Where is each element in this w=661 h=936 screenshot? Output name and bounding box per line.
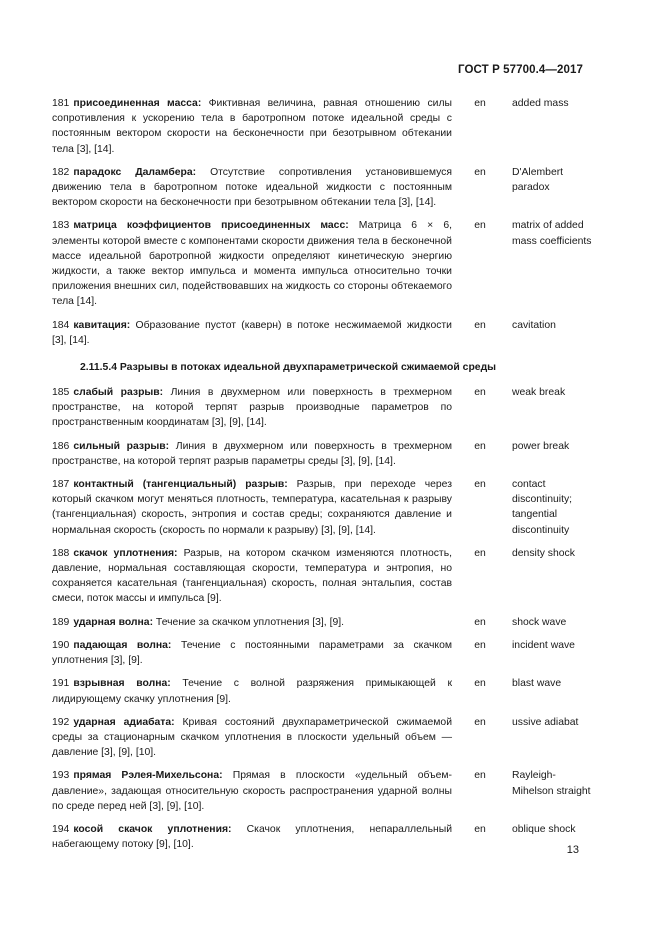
term-number: 187 bbox=[52, 479, 70, 491]
term-entry bbox=[52, 822, 592, 852]
term-entry bbox=[52, 546, 592, 607]
section-heading: 2.11.5.4 Разрывы в потоках идеальной двухпараметрической сжимаемой среды bbox=[80, 362, 497, 374]
term-text bbox=[52, 822, 452, 852]
english-equivalent: weak break bbox=[512, 387, 566, 399]
english-equivalent: shock wave bbox=[512, 616, 567, 628]
term-definition: Течение с волной разряжения примыкающей к лидирующему скачку уплотнения [9]. bbox=[52, 678, 452, 705]
term-name: контактный (тангенциальный) разрыв: bbox=[73, 479, 288, 491]
english-equivalent: matrix of added mass coefficients bbox=[512, 220, 592, 247]
term-name: скачок уплотнения: bbox=[73, 547, 178, 559]
term-entry bbox=[52, 165, 592, 211]
term-text bbox=[52, 318, 452, 348]
english-equivalent: oblique shock bbox=[512, 823, 576, 835]
term-number: 189 bbox=[52, 616, 70, 628]
term-number: 182 bbox=[52, 166, 70, 178]
term-number: 190 bbox=[52, 639, 70, 651]
term-number: 188 bbox=[52, 547, 70, 559]
language-code: en bbox=[474, 823, 486, 835]
english-equivalent: added mass bbox=[512, 98, 569, 109]
language-code: en bbox=[474, 479, 486, 491]
term-entry bbox=[52, 615, 592, 630]
term-text bbox=[52, 439, 452, 469]
term-number: 186 bbox=[52, 440, 70, 452]
language-code: en bbox=[474, 547, 486, 559]
term-name: ударная волна: bbox=[73, 616, 154, 628]
term-definition: Линия в двухмерном или поверхность в трехмерном пространстве, на которой терпят разрыв параметры среды [3], [9], [14]. bbox=[52, 440, 452, 467]
language-code: en bbox=[474, 166, 486, 178]
term-text bbox=[52, 165, 452, 211]
term-definition: Линия в двухмерном или поверхность в трехмерном пространстве, на которой терпят разрыв производные параметров по пространственным координатам [3], [9], [14]. bbox=[52, 387, 452, 429]
english-equivalent: blast wave bbox=[512, 678, 562, 690]
english-equivalent: power break bbox=[512, 440, 570, 452]
term-entry bbox=[52, 318, 592, 348]
term-entry bbox=[52, 96, 592, 157]
term-text bbox=[52, 218, 452, 309]
term-entry bbox=[52, 439, 592, 469]
english-equivalent: density shock bbox=[512, 547, 575, 559]
language-code: en bbox=[474, 387, 486, 399]
language-code: en bbox=[474, 220, 486, 232]
term-name: прямая Рэлея-Михельсона: bbox=[73, 770, 223, 782]
term-definition: Течение за скачком уплотнения [3], [9]. bbox=[153, 616, 345, 628]
term-definition: Течение с постоянными параметрами за скачком уплотнения [3], [9]. bbox=[52, 639, 452, 667]
term-name: присоединенная масса: bbox=[73, 98, 202, 109]
term-group-a bbox=[52, 96, 592, 348]
term-entry bbox=[52, 768, 592, 814]
language-code: en bbox=[474, 98, 486, 109]
term-text bbox=[52, 768, 452, 814]
term-name: падающая волна: bbox=[73, 639, 172, 651]
term-name: парадокс Даламбера: bbox=[73, 166, 197, 178]
term-entry bbox=[52, 638, 592, 668]
english-equivalent: cavitation bbox=[512, 319, 556, 331]
term-definition: Фиктивная величина, равная отношению силы сопротивления к ускорению тела в баротропном потоке идеальной среды с постоянным вектором скорости на бесконечности при безотрывном обтекании тела [3], [14]. bbox=[52, 98, 452, 155]
terms-list bbox=[52, 96, 592, 860]
term-definition: Матрица 6 × 6, элементы которой вместе с компонентами скорости движения тела в бесконечной массе идеальной баротропной жидкости определяют кинетическую энергию жидкости, а также вектор импульса и момента импульса относительно точки приложения внешних сил, подействовавших на жидкость со стороны обтекаемого тела [14]. bbox=[52, 220, 452, 308]
language-code: en bbox=[474, 716, 486, 728]
term-entry bbox=[52, 715, 592, 761]
term-text bbox=[52, 615, 452, 630]
term-text bbox=[52, 477, 452, 538]
term-name: матрица коэффициентов присоединенных масс: bbox=[73, 220, 349, 232]
term-entry bbox=[52, 676, 592, 706]
english-equivalent: ussive adiabat bbox=[512, 716, 579, 728]
term-definition: Разрыв, на котором скачком изменяются плотность, давление, нормальная составляющая скорости, температура и энтропия, но сохраняется касательная (тангенциальная) скорость, полная энтальпия, состав смеси, поток массы и импульса [9]. bbox=[52, 547, 452, 605]
term-text bbox=[52, 96, 452, 157]
term-number: 192 bbox=[52, 716, 70, 728]
term-name: ударная адиабата: bbox=[73, 716, 175, 728]
term-text bbox=[52, 638, 452, 668]
term-definition: Образование пустот (каверн) в потоке несжимаемой жидкости [3], [14]. bbox=[52, 319, 452, 346]
english-equivalent: incident wave bbox=[512, 639, 575, 651]
english-equivalent: Rayleigh-Mihelson straight bbox=[512, 770, 591, 797]
term-number: 185 bbox=[52, 387, 70, 399]
term-text bbox=[52, 385, 452, 431]
language-code: en bbox=[474, 639, 486, 651]
term-entry bbox=[52, 385, 592, 431]
term-text bbox=[52, 676, 452, 706]
language-code: en bbox=[474, 319, 486, 331]
term-entry bbox=[52, 477, 592, 538]
term-text bbox=[52, 546, 452, 607]
term-entry bbox=[52, 218, 592, 309]
term-definition: Отсутствие сопротивления установившемуся движению тела в баротропном потоке идеальной жидкости с постоянным вектором скорости на бесконечности при безотрывном обтекании тела [3], [14]. bbox=[52, 166, 452, 209]
language-code: en bbox=[474, 616, 486, 628]
english-equivalent: contact discontinuity; tangential discontinuity bbox=[512, 479, 573, 536]
term-definition: Кривая состояний двухпараметрической сжимаемой среды за стационарным скачком уплотнения в плоскости удельный объем — давление [3], [9], [10]. bbox=[52, 716, 452, 759]
term-text bbox=[52, 715, 452, 761]
language-code: en bbox=[474, 440, 486, 452]
document-code: ГОСТ Р 57700.4—2017 bbox=[458, 64, 583, 76]
term-name: слабый разрыв: bbox=[73, 387, 164, 399]
page-number: 13 bbox=[566, 844, 579, 856]
term-number: 191 bbox=[52, 678, 70, 690]
term-definition: Разрыв, при переходе через который скачком могут меняться плотность, температура, касательная к разрыву (тангенциальная) скорость, энтропия и состав среды; сохраняются давление и нормальная скорость (скорость по нормали к разрыву) [3], [9], [14]. bbox=[52, 479, 452, 536]
term-definition: Скачок уплотнения, непараллельный набегающему потоку [9], [10]. bbox=[52, 823, 452, 851]
term-name: сильный разрыв: bbox=[73, 440, 170, 452]
term-name: кавитация: bbox=[73, 319, 131, 331]
english-equivalent: D'Alembert paradox bbox=[512, 166, 564, 194]
term-name: косой скачок уплотнения: bbox=[73, 823, 232, 835]
term-number: 193 bbox=[52, 770, 70, 782]
term-number: 183 bbox=[52, 220, 70, 232]
term-name: взрывная волна: bbox=[73, 678, 171, 690]
term-number: 181 bbox=[52, 98, 70, 109]
term-number: 194 bbox=[52, 823, 70, 835]
term-number: 184 bbox=[52, 319, 70, 331]
language-code: en bbox=[474, 770, 486, 782]
language-code: en bbox=[474, 678, 486, 690]
term-group-b bbox=[52, 385, 592, 852]
term-definition: Прямая в плоскости «удельный объем-давление», задающая относительную скорость распространения ударной волны по среде перед ней [3], [9], [10]. bbox=[52, 770, 452, 812]
